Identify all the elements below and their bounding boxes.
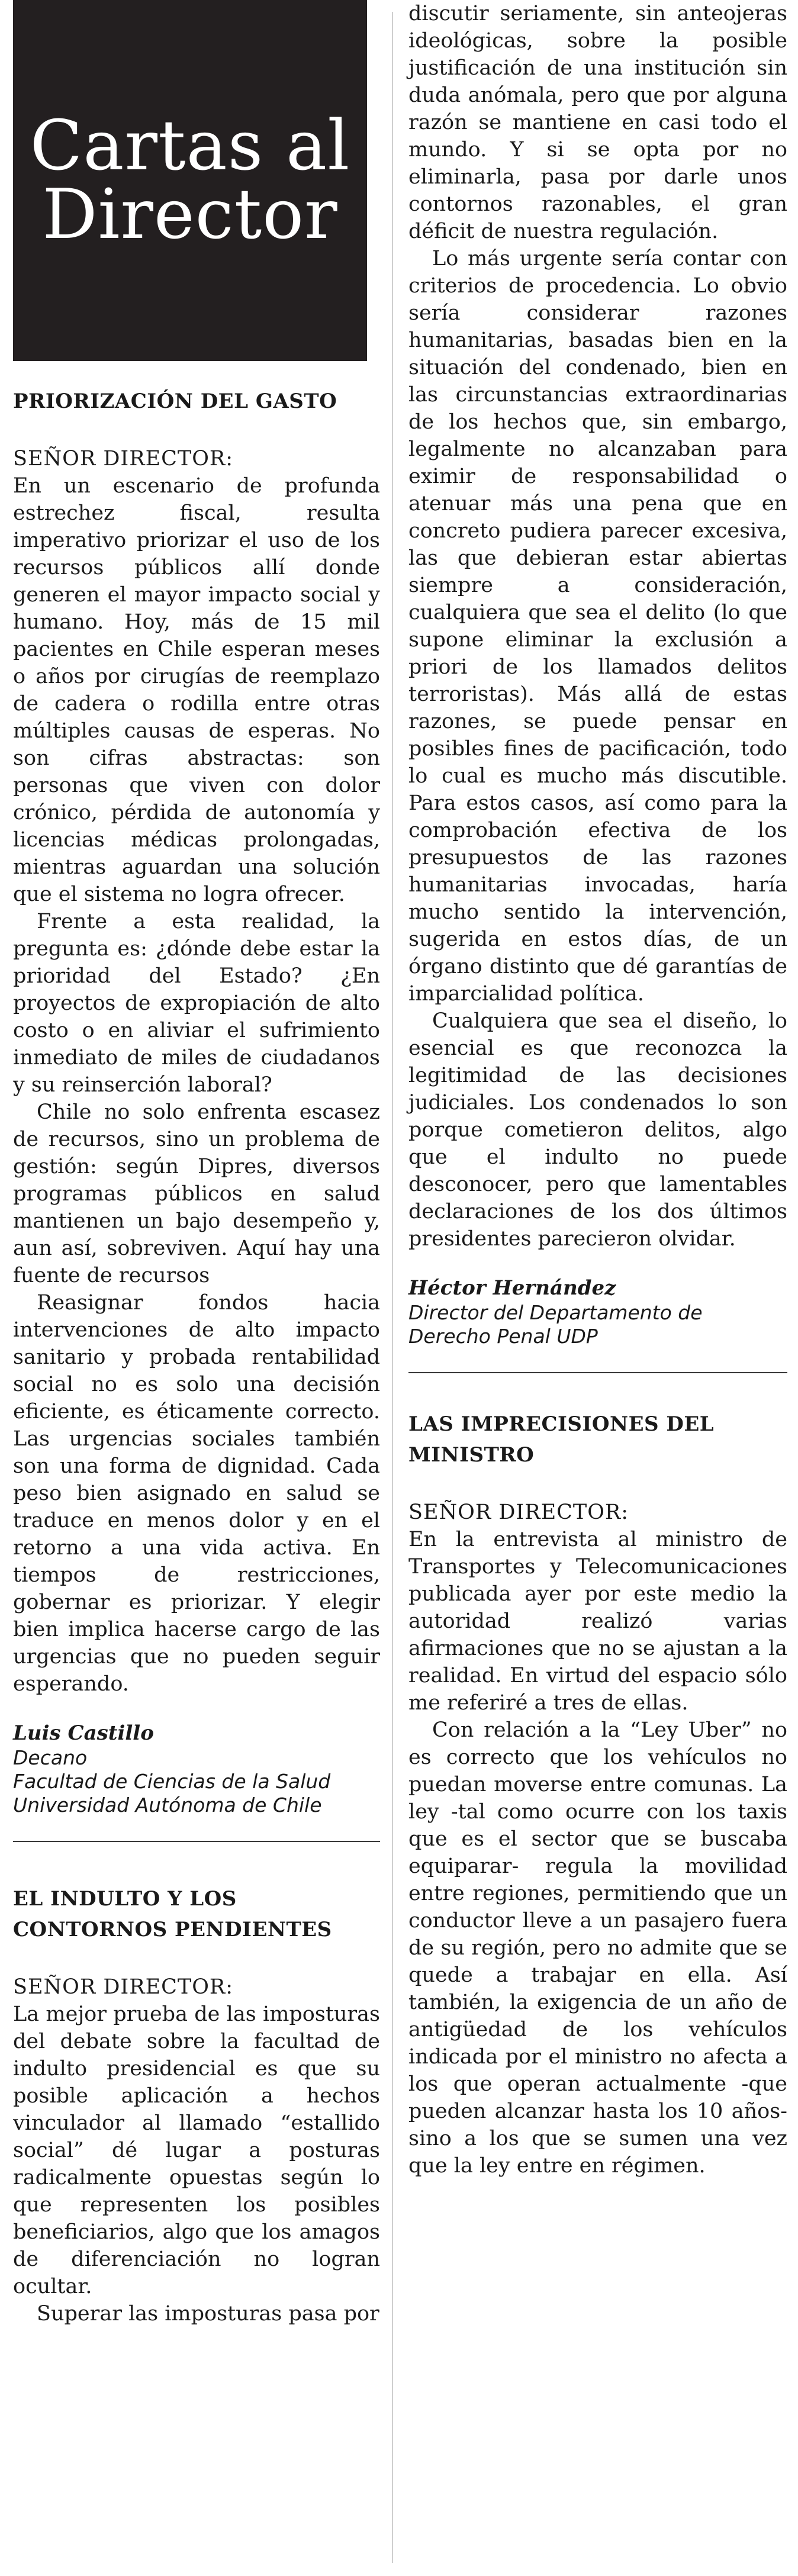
- letter-paragraph: Con relación a la “Ley Uber” no es correcto que los vehículos no puedan moverse entre comunas. La ley -tal como ocurre con los taxis que es el sector que se buscaba equiparar- regula la movilidad entre regiones, permitiendo que un conductor lleve a un pasajero fuera de su región, pero no admite que se quede a trabajar en ella. Así también, la exigencia de un año de antigüedad de los vehículos indicada por el ministro no afecta a los que operan actualmente -que pueden alcanzar hasta los 10 años- sino a los que se sumen una vez que la ley entre en régimen.: [408, 1718, 787, 2178]
- right-column: [408, 0, 787, 2179]
- letter-paragraph: discutir seriamente, sin anteojeras ideológicas, sobre la posible justificación de una institución sin duda anómala, pero que por alguna razón se mantiene en casi todo el mundo. Y si se opta por no eliminarla, pasa por darle unos contornos razonables, el gran déficit de nuestra regulación.: [408, 2, 787, 243]
- signature-line: Decano: [13, 1746, 88, 1769]
- heading-line: MINISTRO: [408, 1443, 535, 1467]
- left-column: [13, 0, 380, 2327]
- letter-paragraph: Superar las imposturas pasa por: [37, 2302, 379, 2326]
- letter-paragraph: Cualquiera que sea el diseño, lo esencial es que reconozca la legitimidad de las decisiones judiciales. Los condenados lo son porque cometieron delitos, algo que el indulto no puede desconocer, pero que lamentables declaraciones de los dos últimos presidentes parecieron olvidar.: [408, 1009, 787, 1251]
- letter-salutation: SEÑOR DIRECTOR:: [13, 1975, 234, 1999]
- letter-indulto: [13, 1883, 380, 2327]
- masthead-line-2: Director: [42, 175, 338, 255]
- letter-paragraph: Lo más urgente sería contar con criterios de procedencia. Lo obvio sería considerar razones humanitarias, basadas bien en la situación del condenado, bien en las circunstancias extraordinarias de los hechos que, sin embargo, legalmente no alcanzaban para eximir de responsabilidad o atenuar más una pena que en concreto pudiera parecer excesiva, las que debieran estar abiertas siempre a consideración, cualquiera que sea el delito (lo que supone eliminar la exclusión a priori de los llamados delitos terroristas). Más allá de estas razones, se puede pensar en posibles fines de pacificación, todo lo cual es mucho más discutible. Para estos casos, así como para la comprobación efectiva de los presupuestos de las razones humanitarias invocadas, haría mucho sentido la intervención, sugerida en estos días, de un órgano distinto que dé garantías de imparcialidad política.: [408, 247, 787, 1006]
- masthead-line-1: Cartas al: [30, 106, 350, 186]
- signature-line: Derecho Penal UDP: [408, 1325, 598, 1348]
- letter-body: [13, 472, 380, 1698]
- letter-salutation: SEÑOR DIRECTOR:: [408, 1500, 629, 1524]
- letter-paragraph: Chile no solo enfrenta escasez de recursos, sino un problema de gestión: según Dipres, diversos programas públicos en salud mantienen un bajo desempeño y, aun así, sobreviven. Aquí hay una fuente de recursos: [13, 1100, 380, 1287]
- heading-line: LAS IMPRECISIONES DEL: [408, 1412, 715, 1436]
- letter-paragraph: Frente a esta realidad, la pregunta es: ¿dónde debe estar la prioridad del Estado? ¿En proyectos de expropiación de alto costo o en aliviar el sufrimiento inmediato de miles de ciudadanos y su reinserción laboral?: [13, 910, 380, 1097]
- signature-line: Director del Departamento de: [408, 1301, 703, 1324]
- letter-heading: PRIORIZACIÓN DEL GASTO: [13, 389, 337, 413]
- signature-line: Facultad de Ciencias de la Salud: [13, 1770, 331, 1793]
- letter-imprecisiones: [408, 1409, 787, 2179]
- letter-body: [408, 1526, 787, 2179]
- letter-paragraph: Reasignar fondos hacia intervenciones de alto impacto sanitario y probada rentabilidad social no es solo una decisión eficiente, es éticamente correcto. Las urgencias sociales también son una forma de dignidad. Cada peso bien asignado en salud se traduce en menos dolor y en el retorno a una vida activa. En tiempos de restricciones, gobernar es priorizar. Y elegir bien implica hacerse cargo de las urgencias que no pueden seguir esperando.: [13, 1291, 380, 1696]
- letter-heading: [408, 1409, 787, 1470]
- letter-separator: [13, 1841, 380, 1842]
- masthead: [13, 0, 367, 361]
- letter-indulto-continued: [408, 0, 787, 1348]
- letter-paragraph: En un escenario de profunda estrechez fiscal, resulta imperativo priorizar el uso de los recursos públicos allí donde generen el mayor impacto social y humano. Hoy, más de 15 mil pacientes en Chile esperan meses o años por cirugías de reemplazo de cadera o rodilla entre otras múltiples causas de esperas. No son cifras abstractas: son personas que viven con dolor crónico, pérdida de autonomía y licencias médicas prolongadas, mientras aguardan una solución que el sistema no logra ofrecer.: [13, 474, 380, 906]
- signature-name: Luis Castillo: [13, 1721, 154, 1745]
- letter-signature: [408, 1275, 787, 1348]
- letter-separator: [408, 1372, 787, 1373]
- letter-salutation: SEÑOR DIRECTOR:: [13, 447, 234, 471]
- heading-line: CONTORNOS PENDIENTES: [13, 1918, 332, 1941]
- letter-paragraph: La mejor prueba de las imposturas del debate sobre la facultad de indulto presidencial es que su posible aplicación a hechos vinculador al llamado “estallido social” dé lugar a posturas radicalmente opuestas según lo que representen los posibles beneficiarios, algo que los amagos de diferenciación no logran ocultar.: [13, 2002, 380, 2298]
- masthead-title: [30, 106, 350, 255]
- letter-priorizacion: [13, 386, 380, 1817]
- letter-heading: [13, 1883, 380, 1945]
- signature-line: Universidad Autónoma de Chile: [13, 1793, 322, 1817]
- letter-paragraph: En la entrevista al ministro de Transportes y Telecomunicaciones publicada ayer por este medio la autoridad realizó varias afirmaciones que no se ajustan a la realidad. En virtud del espacio sólo me referiré a tres de ellas.: [408, 1528, 787, 1715]
- column-divider: [392, 12, 393, 2563]
- signature-name: Héctor Hernández: [408, 1276, 616, 1300]
- heading-line: EL INDULTO Y LOS: [13, 1887, 237, 1911]
- letter-body: [13, 2001, 380, 2327]
- letter-signature: [13, 1720, 380, 1817]
